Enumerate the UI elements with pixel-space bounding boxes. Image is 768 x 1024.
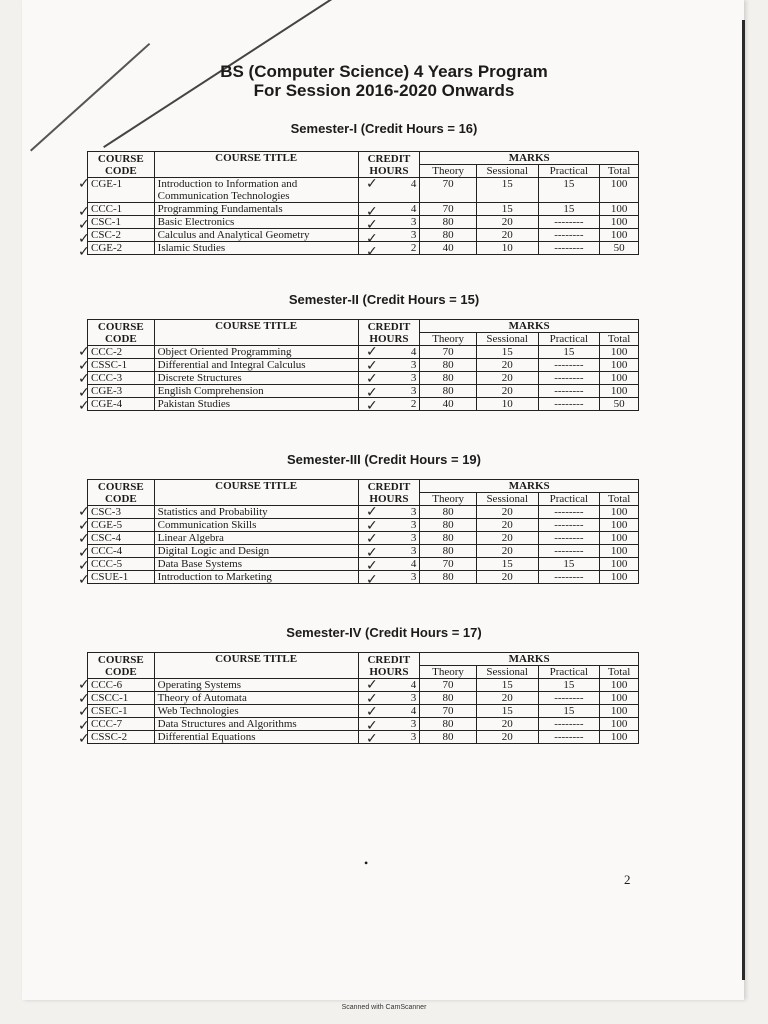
total-marks: 100 bbox=[600, 545, 639, 558]
sessional-marks: 15 bbox=[476, 679, 538, 692]
credit-hours: 2 bbox=[358, 242, 420, 255]
course-code: CCC-6 bbox=[88, 679, 155, 692]
course-title: Discrete Structures bbox=[154, 372, 358, 385]
handwritten-check-icon: ✓ bbox=[366, 704, 378, 720]
handwritten-check-icon: ✓ bbox=[78, 504, 90, 520]
practical-marks: 15 bbox=[538, 178, 600, 203]
handwritten-check-icon: ✓ bbox=[366, 244, 378, 260]
handwritten-check-icon: ✓ bbox=[78, 357, 90, 374]
total-marks: 100 bbox=[600, 216, 639, 229]
semester-table bbox=[87, 652, 639, 744]
credit-hours: 2 bbox=[358, 398, 420, 411]
sessional-marks: 15 bbox=[476, 203, 538, 216]
course-row bbox=[88, 346, 639, 359]
total-marks: 50 bbox=[600, 398, 639, 411]
header-total: Total bbox=[600, 493, 639, 506]
semester-table bbox=[87, 319, 639, 411]
credit-hours: 4 bbox=[358, 558, 420, 571]
header-total: Total bbox=[600, 666, 639, 679]
credit-hours: 4 bbox=[358, 203, 420, 216]
sessional-marks: 10 bbox=[476, 242, 538, 255]
course-code: CSC-1 bbox=[88, 216, 155, 229]
credit-hours: 3 bbox=[358, 545, 420, 558]
handwritten-check-icon: ✓ bbox=[78, 571, 90, 588]
semester-heading: Semester-II (Credit Hours = 15) bbox=[288, 292, 480, 307]
theory-marks: 80 bbox=[420, 229, 477, 242]
handwritten-check-icon: ✓ bbox=[366, 558, 378, 574]
course-code: CSCC-1 bbox=[88, 692, 155, 705]
total-marks: 100 bbox=[600, 506, 639, 519]
total-marks: 100 bbox=[600, 359, 639, 372]
theory-marks: 70 bbox=[420, 558, 477, 571]
sessional-marks: 15 bbox=[476, 178, 538, 203]
document-subtitle: For Session 2016-2020 Onwards bbox=[253, 81, 515, 100]
practical-marks: -------- bbox=[538, 692, 600, 705]
practical-marks: 15 bbox=[538, 558, 600, 571]
course-title: Linear Algebra bbox=[154, 532, 358, 545]
handwritten-check-icon: ✓ bbox=[366, 717, 378, 734]
handwritten-check-icon: ✓ bbox=[78, 690, 90, 707]
practical-marks: -------- bbox=[538, 359, 600, 372]
practical-marks: -------- bbox=[538, 385, 600, 398]
sessional-marks: 20 bbox=[476, 718, 538, 731]
handwritten-check-icon: ✓ bbox=[366, 531, 378, 547]
practical-marks: -------- bbox=[538, 571, 600, 584]
theory-marks: 80 bbox=[420, 216, 477, 229]
handwritten-check-icon: ✓ bbox=[366, 357, 378, 374]
theory-marks: 80 bbox=[420, 519, 477, 532]
total-marks: 100 bbox=[600, 385, 639, 398]
credit-hours: 3 bbox=[358, 571, 420, 584]
total-marks: 100 bbox=[600, 532, 639, 545]
theory-marks: 70 bbox=[420, 178, 477, 203]
course-row bbox=[88, 229, 639, 242]
credit-hours: 3 bbox=[358, 718, 420, 731]
handwritten-check-icon: ✓ bbox=[366, 371, 378, 387]
handwritten-check-icon: ✓ bbox=[366, 176, 378, 192]
theory-marks: 80 bbox=[420, 359, 477, 372]
header-credit-hours: CREDIT HOURS bbox=[358, 152, 420, 178]
stray-mark: • bbox=[364, 856, 369, 870]
theory-marks: 70 bbox=[420, 346, 477, 359]
header-course-title: COURSE TITLE bbox=[154, 320, 358, 346]
theory-marks: 70 bbox=[420, 203, 477, 216]
course-code: CGE-1 bbox=[88, 178, 155, 203]
sessional-marks: 15 bbox=[476, 705, 538, 718]
header-marks: MARKS bbox=[420, 152, 639, 165]
handwritten-check-icon: ✓ bbox=[366, 504, 378, 520]
course-code: CCC-2 bbox=[88, 346, 155, 359]
course-code: CCC-4 bbox=[88, 545, 155, 558]
total-marks: 100 bbox=[600, 718, 639, 731]
theory-marks: 80 bbox=[420, 385, 477, 398]
theory-marks: 80 bbox=[420, 718, 477, 731]
header-sessional: Sessional bbox=[476, 165, 538, 178]
practical-marks: -------- bbox=[538, 372, 600, 385]
handwritten-check-icon: ✓ bbox=[78, 384, 90, 401]
practical-marks: 15 bbox=[538, 679, 600, 692]
sessional-marks: 20 bbox=[476, 216, 538, 229]
course-row bbox=[88, 692, 639, 705]
header-marks: MARKS bbox=[420, 480, 639, 493]
handwritten-check-icon: ✓ bbox=[78, 717, 90, 734]
course-code: CGE-2 bbox=[88, 242, 155, 255]
sessional-marks: 20 bbox=[476, 359, 538, 372]
practical-marks: -------- bbox=[538, 519, 600, 532]
total-marks: 100 bbox=[600, 679, 639, 692]
handwritten-check-icon: ✓ bbox=[366, 203, 378, 220]
credit-hours: 4 bbox=[358, 705, 420, 718]
header-practical: Practical bbox=[538, 333, 600, 346]
course-title: Data Structures and Algorithms bbox=[154, 718, 358, 731]
credit-hours: 3 bbox=[358, 229, 420, 242]
credit-hours: 3 bbox=[358, 372, 420, 385]
course-row bbox=[88, 545, 639, 558]
course-code: CSUE-1 bbox=[88, 571, 155, 584]
course-title: Data Base Systems bbox=[154, 558, 358, 571]
handwritten-check-icon: ✓ bbox=[366, 384, 378, 401]
header-sessional: Sessional bbox=[476, 493, 538, 506]
handwritten-check-icon: ✓ bbox=[78, 176, 90, 192]
course-title: Object Oriented Programming bbox=[154, 346, 358, 359]
course-row bbox=[88, 242, 639, 255]
header-course-code: COURSE CODE bbox=[88, 480, 155, 506]
practical-marks: -------- bbox=[538, 398, 600, 411]
course-title: Pakistan Studies bbox=[154, 398, 358, 411]
handwritten-check-icon: ✓ bbox=[78, 544, 90, 561]
practical-marks: 15 bbox=[538, 346, 600, 359]
header-credit-hours: CREDIT HOURS bbox=[358, 320, 420, 346]
total-marks: 50 bbox=[600, 242, 639, 255]
handwritten-check-icon: ✓ bbox=[366, 217, 378, 233]
credit-hours: 3 bbox=[358, 731, 420, 744]
course-code: CGE-4 bbox=[88, 398, 155, 411]
scanner-watermark: Scanned with CamScanner bbox=[341, 1004, 427, 1011]
theory-marks: 40 bbox=[420, 398, 477, 411]
course-title: Digital Logic and Design bbox=[154, 545, 358, 558]
handwritten-check-icon: ✓ bbox=[366, 731, 378, 747]
header-practical: Practical bbox=[538, 493, 600, 506]
practical-marks: 15 bbox=[538, 203, 600, 216]
course-title: Operating Systems bbox=[154, 679, 358, 692]
course-row bbox=[88, 679, 639, 692]
total-marks: 100 bbox=[600, 558, 639, 571]
theory-marks: 80 bbox=[420, 571, 477, 584]
page-edge-line bbox=[742, 20, 745, 980]
handwritten-check-icon: ✓ bbox=[366, 571, 378, 588]
total-marks: 100 bbox=[600, 731, 639, 744]
course-code: CSSC-2 bbox=[88, 731, 155, 744]
course-code: CSSC-1 bbox=[88, 359, 155, 372]
handwritten-check-icon: ✓ bbox=[78, 531, 90, 547]
header-credit-hours: CREDIT HOURS bbox=[358, 653, 420, 679]
course-title: Communication Skills bbox=[154, 519, 358, 532]
course-title: Calculus and Analytical Geometry bbox=[154, 229, 358, 242]
header-course-title: COURSE TITLE bbox=[154, 152, 358, 178]
theory-marks: 80 bbox=[420, 545, 477, 558]
credit-hours: 3 bbox=[358, 359, 420, 372]
handwritten-check-icon: ✓ bbox=[366, 690, 378, 707]
semester-heading: Semester-III (Credit Hours = 19) bbox=[287, 452, 481, 467]
practical-marks: -------- bbox=[538, 242, 600, 255]
course-title: Web Technologies bbox=[154, 705, 358, 718]
header-theory: Theory bbox=[420, 493, 477, 506]
course-row bbox=[88, 506, 639, 519]
sessional-marks: 15 bbox=[476, 346, 538, 359]
credit-hours: 4 bbox=[358, 346, 420, 359]
theory-marks: 80 bbox=[420, 506, 477, 519]
header-course-title: COURSE TITLE bbox=[154, 653, 358, 679]
credit-hours: 3 bbox=[358, 506, 420, 519]
handwritten-check-icon: ✓ bbox=[366, 517, 378, 534]
header-total: Total bbox=[600, 333, 639, 346]
sessional-marks: 20 bbox=[476, 545, 538, 558]
theory-marks: 80 bbox=[420, 692, 477, 705]
handwritten-check-icon: ✓ bbox=[366, 230, 378, 247]
semester-table bbox=[87, 151, 639, 255]
practical-marks: 15 bbox=[538, 705, 600, 718]
course-code: CGE-3 bbox=[88, 385, 155, 398]
theory-marks: 80 bbox=[420, 372, 477, 385]
course-row bbox=[88, 385, 639, 398]
course-title: Differential Equations bbox=[154, 731, 358, 744]
theory-marks: 80 bbox=[420, 731, 477, 744]
course-row bbox=[88, 178, 639, 203]
course-title: Basic Electronics bbox=[154, 216, 358, 229]
handwritten-check-icon: ✓ bbox=[366, 544, 378, 561]
handwritten-check-icon: ✓ bbox=[78, 371, 90, 387]
course-code: CSEC-1 bbox=[88, 705, 155, 718]
header-practical: Practical bbox=[538, 165, 600, 178]
handwritten-check-icon: ✓ bbox=[78, 217, 90, 233]
total-marks: 100 bbox=[600, 372, 639, 385]
handwritten-check-icon: ✓ bbox=[78, 244, 90, 260]
header-credit-hours: CREDIT HOURS bbox=[358, 480, 420, 506]
header-sessional: Sessional bbox=[476, 333, 538, 346]
practical-marks: -------- bbox=[538, 545, 600, 558]
handwritten-check-icon: ✓ bbox=[78, 344, 90, 360]
sessional-marks: 20 bbox=[476, 571, 538, 584]
course-row bbox=[88, 558, 639, 571]
theory-marks: 40 bbox=[420, 242, 477, 255]
total-marks: 100 bbox=[600, 705, 639, 718]
course-code: CSC-4 bbox=[88, 532, 155, 545]
total-marks: 100 bbox=[600, 229, 639, 242]
total-marks: 100 bbox=[600, 178, 639, 203]
course-row bbox=[88, 216, 639, 229]
theory-marks: 70 bbox=[420, 705, 477, 718]
header-practical: Practical bbox=[538, 666, 600, 679]
sessional-marks: 20 bbox=[476, 519, 538, 532]
course-title: Islamic Studies bbox=[154, 242, 358, 255]
credit-hours: 3 bbox=[358, 519, 420, 532]
credit-hours: 4 bbox=[358, 178, 420, 203]
course-code: CSC-3 bbox=[88, 506, 155, 519]
course-row bbox=[88, 519, 639, 532]
credit-hours: 3 bbox=[358, 532, 420, 545]
semester-table bbox=[87, 479, 639, 584]
practical-marks: -------- bbox=[538, 229, 600, 242]
header-course-code: COURSE CODE bbox=[88, 152, 155, 178]
header-marks: MARKS bbox=[420, 320, 639, 333]
total-marks: 100 bbox=[600, 346, 639, 359]
header-sessional: Sessional bbox=[476, 666, 538, 679]
handwritten-check-icon: ✓ bbox=[366, 344, 378, 360]
course-title: Introduction to Information and Communication Technologies bbox=[154, 178, 358, 203]
course-code: CCC-3 bbox=[88, 372, 155, 385]
header-theory: Theory bbox=[420, 165, 477, 178]
handwritten-check-icon: ✓ bbox=[78, 398, 90, 414]
handwritten-check-icon: ✓ bbox=[78, 230, 90, 247]
credit-hours: 4 bbox=[358, 679, 420, 692]
sessional-marks: 10 bbox=[476, 398, 538, 411]
handwritten-check-icon: ✓ bbox=[78, 203, 90, 220]
course-title: Theory of Automata bbox=[154, 692, 358, 705]
credit-hours: 3 bbox=[358, 385, 420, 398]
course-code: CCC-1 bbox=[88, 203, 155, 216]
header-total: Total bbox=[600, 165, 639, 178]
course-row bbox=[88, 731, 639, 744]
handwritten-check-icon: ✓ bbox=[78, 517, 90, 534]
course-title: Differential and Integral Calculus bbox=[154, 359, 358, 372]
credit-hours: 3 bbox=[358, 216, 420, 229]
total-marks: 100 bbox=[600, 203, 639, 216]
header-course-title: COURSE TITLE bbox=[154, 480, 358, 506]
course-title: Introduction to Marketing bbox=[154, 571, 358, 584]
practical-marks: -------- bbox=[538, 506, 600, 519]
sessional-marks: 20 bbox=[476, 532, 538, 545]
sessional-marks: 20 bbox=[476, 692, 538, 705]
course-row bbox=[88, 359, 639, 372]
course-row bbox=[88, 571, 639, 584]
credit-hours: 3 bbox=[358, 692, 420, 705]
course-code: CGE-5 bbox=[88, 519, 155, 532]
course-row bbox=[88, 398, 639, 411]
course-row bbox=[88, 718, 639, 731]
header-theory: Theory bbox=[420, 666, 477, 679]
theory-marks: 80 bbox=[420, 532, 477, 545]
page-number: 2 bbox=[624, 872, 631, 887]
sessional-marks: 20 bbox=[476, 372, 538, 385]
course-code: CSC-2 bbox=[88, 229, 155, 242]
practical-marks: -------- bbox=[538, 532, 600, 545]
semester-heading: Semester-IV (Credit Hours = 17) bbox=[286, 625, 482, 640]
sessional-marks: 15 bbox=[476, 558, 538, 571]
handwritten-check-icon: ✓ bbox=[78, 731, 90, 747]
handwritten-check-icon: ✓ bbox=[366, 398, 378, 414]
header-theory: Theory bbox=[420, 333, 477, 346]
total-marks: 100 bbox=[600, 519, 639, 532]
handwritten-check-icon: ✓ bbox=[78, 677, 90, 693]
course-title: Programming Fundamentals bbox=[154, 203, 358, 216]
header-marks: MARKS bbox=[420, 653, 639, 666]
total-marks: 100 bbox=[600, 571, 639, 584]
course-row bbox=[88, 203, 639, 216]
document-title: BS (Computer Science) 4 Years Program bbox=[220, 62, 548, 81]
sessional-marks: 20 bbox=[476, 731, 538, 744]
sessional-marks: 20 bbox=[476, 506, 538, 519]
practical-marks: -------- bbox=[538, 216, 600, 229]
course-code: CCC-5 bbox=[88, 558, 155, 571]
course-row bbox=[88, 705, 639, 718]
handwritten-check-icon: ✓ bbox=[78, 704, 90, 720]
handwritten-check-icon: ✓ bbox=[366, 677, 378, 693]
course-title: Statistics and Probability bbox=[154, 506, 358, 519]
practical-marks: -------- bbox=[538, 731, 600, 744]
semester-heading: Semester-I (Credit Hours = 16) bbox=[290, 121, 478, 136]
sessional-marks: 20 bbox=[476, 385, 538, 398]
course-row bbox=[88, 372, 639, 385]
course-code: CCC-7 bbox=[88, 718, 155, 731]
total-marks: 100 bbox=[600, 692, 639, 705]
theory-marks: 70 bbox=[420, 679, 477, 692]
practical-marks: -------- bbox=[538, 718, 600, 731]
header-course-code: COURSE CODE bbox=[88, 320, 155, 346]
course-title: English Comprehension bbox=[154, 385, 358, 398]
header-course-code: COURSE CODE bbox=[88, 653, 155, 679]
course-row bbox=[88, 532, 639, 545]
handwritten-check-icon: ✓ bbox=[78, 558, 90, 574]
sessional-marks: 20 bbox=[476, 229, 538, 242]
